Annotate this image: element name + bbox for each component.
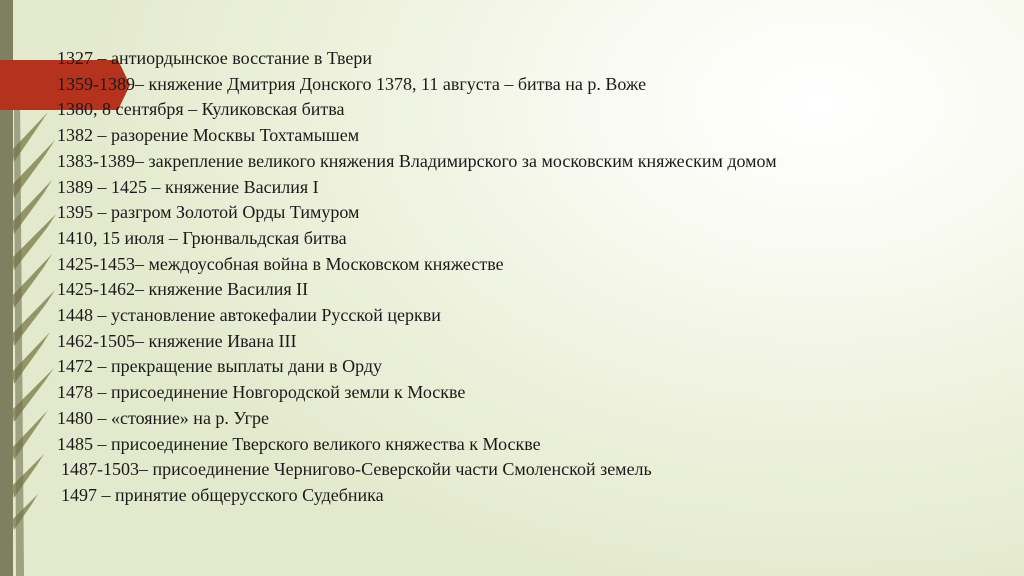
chronology-line: 1410, 15 июля – Грюнвальдская битва: [57, 227, 347, 248]
chronology-line: 1382 – разорение Москвы Тохтамышем: [57, 125, 360, 146]
chronology-list: [57, 46, 997, 509]
chronology-line: 1487-1503– присоединение Чернигово-Северскойи части Смоленской земель: [61, 459, 652, 480]
chronology-line: 1480 – «стояние» на р. Угре: [57, 407, 269, 428]
chronology-line: 1448 – установление автокефалии Русской церкви: [57, 305, 441, 326]
chronology-line: 1383-1389– закрепление великого княжения Владимирского за московским княжеским домом: [57, 150, 777, 171]
chronology-line: 1359-1389– княжение Дмитрия Донского 1378, 11 августа – битва на р. Воже: [57, 73, 647, 94]
chronology-line: 1425-1462– княжение Василия II: [57, 279, 309, 300]
chronology-line: 1472 – прекращение выплаты дани в Орду: [57, 356, 382, 377]
chronology-line: 1462-1505– княжение Ивана III: [57, 330, 297, 351]
chronology-line: 1395 – разгром Золотой Орды Тимуром: [57, 202, 360, 223]
chronology-line: 1497 – принятие общерусского Судебника: [61, 484, 384, 505]
chronology-line: 1327 – антиордынское восстание в Твери: [57, 48, 373, 68]
chronology-line: 1380, 8 сентября – Куликовская битва: [57, 99, 345, 120]
chronology-line: 1485 – присоединение Тверского великого княжества к Москве: [57, 433, 541, 454]
chronology-line: 1389 – 1425 – княжение Василия I: [57, 176, 319, 197]
chronology-line: 1478 – присоединение Новгородской земли к Москве: [57, 382, 466, 403]
chronology-line: 1425-1453– междоусобная война в Московском княжестве: [57, 253, 504, 274]
